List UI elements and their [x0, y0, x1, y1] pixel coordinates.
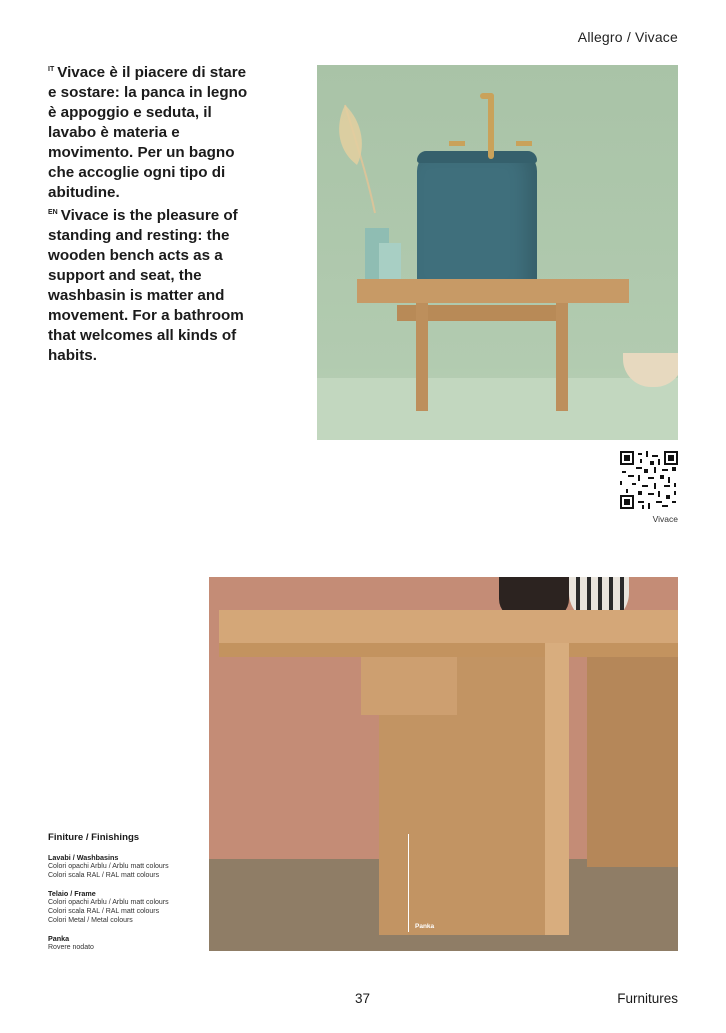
finish-option: Colori scala RAL / RAL matt colours — [48, 872, 160, 879]
finish-option: Colori opachi Arblu / Arblu matt colours — [48, 899, 169, 906]
bench-top — [357, 279, 629, 303]
intro-it-text: Vivace è il piacere di stare e sostare: la panca in legno è appoggio e seduta, il lavabo è materia e movimento. Per un bagno che accoglie ogni tipo di abitudine. — [48, 64, 248, 201]
finish-group — [48, 934, 218, 952]
washbasin-rim — [417, 151, 537, 163]
vivace-washbasin-photo — [317, 65, 678, 440]
qr-code[interactable] — [620, 451, 678, 509]
finish-group-heading: Telaio / Frame — [48, 889, 96, 898]
bench-back-panel — [587, 657, 678, 867]
finish-group — [48, 853, 218, 880]
bench-front-leg — [545, 643, 569, 935]
intro-text-block — [48, 60, 258, 366]
intro-en-text: Vivace is the pleasure of standing and resting: the wooden bench acts as a support and seat, the washbasin is matter and movement. For a bathroom that welcomes all kinds of habits. — [48, 207, 244, 364]
finish-option: Rovere nodato — [48, 944, 94, 951]
callout-line — [408, 834, 409, 932]
bench-leg-right — [556, 303, 568, 411]
lang-tag-it: IT — [48, 66, 55, 73]
dried-plant-decor — [327, 95, 387, 215]
faucet-spout — [480, 93, 494, 99]
finishes-title: Finiture / Finishings — [48, 832, 140, 843]
bench-leg-left — [416, 303, 428, 411]
lang-tag-en: EN — [48, 209, 58, 216]
qr-caption: Vivace — [652, 514, 678, 524]
footer-section-title: Furnitures — [617, 991, 678, 1006]
finishes-block — [48, 832, 218, 961]
tap-handle-right — [516, 141, 532, 146]
page-header-title: Allegro / Vivace — [577, 29, 678, 45]
finish-option: Colori scala RAL / RAL matt colours — [48, 908, 160, 915]
photo-callout-label: Panka — [415, 923, 435, 930]
bench-support-block — [361, 657, 457, 715]
tap-handle-left — [449, 141, 465, 146]
intro-it-paragraph — [48, 60, 258, 203]
finish-group-heading: Lavabi / Washbasins — [48, 853, 119, 862]
photo-floor — [317, 378, 678, 440]
page-number: 37 — [355, 991, 371, 1006]
washbasin — [417, 151, 537, 296]
bench-top-edge — [219, 643, 678, 657]
finish-group — [48, 889, 218, 925]
intro-en-paragraph — [48, 203, 258, 366]
cup-decor-small — [379, 243, 401, 280]
panka-bench-photo — [209, 577, 678, 951]
finish-option: Colori opachi Arblu / Arblu matt colours — [48, 863, 169, 870]
finish-option: Colori Metal / Metal colours — [48, 917, 133, 924]
faucet — [488, 93, 494, 159]
finish-group-heading: Panka — [48, 934, 70, 943]
